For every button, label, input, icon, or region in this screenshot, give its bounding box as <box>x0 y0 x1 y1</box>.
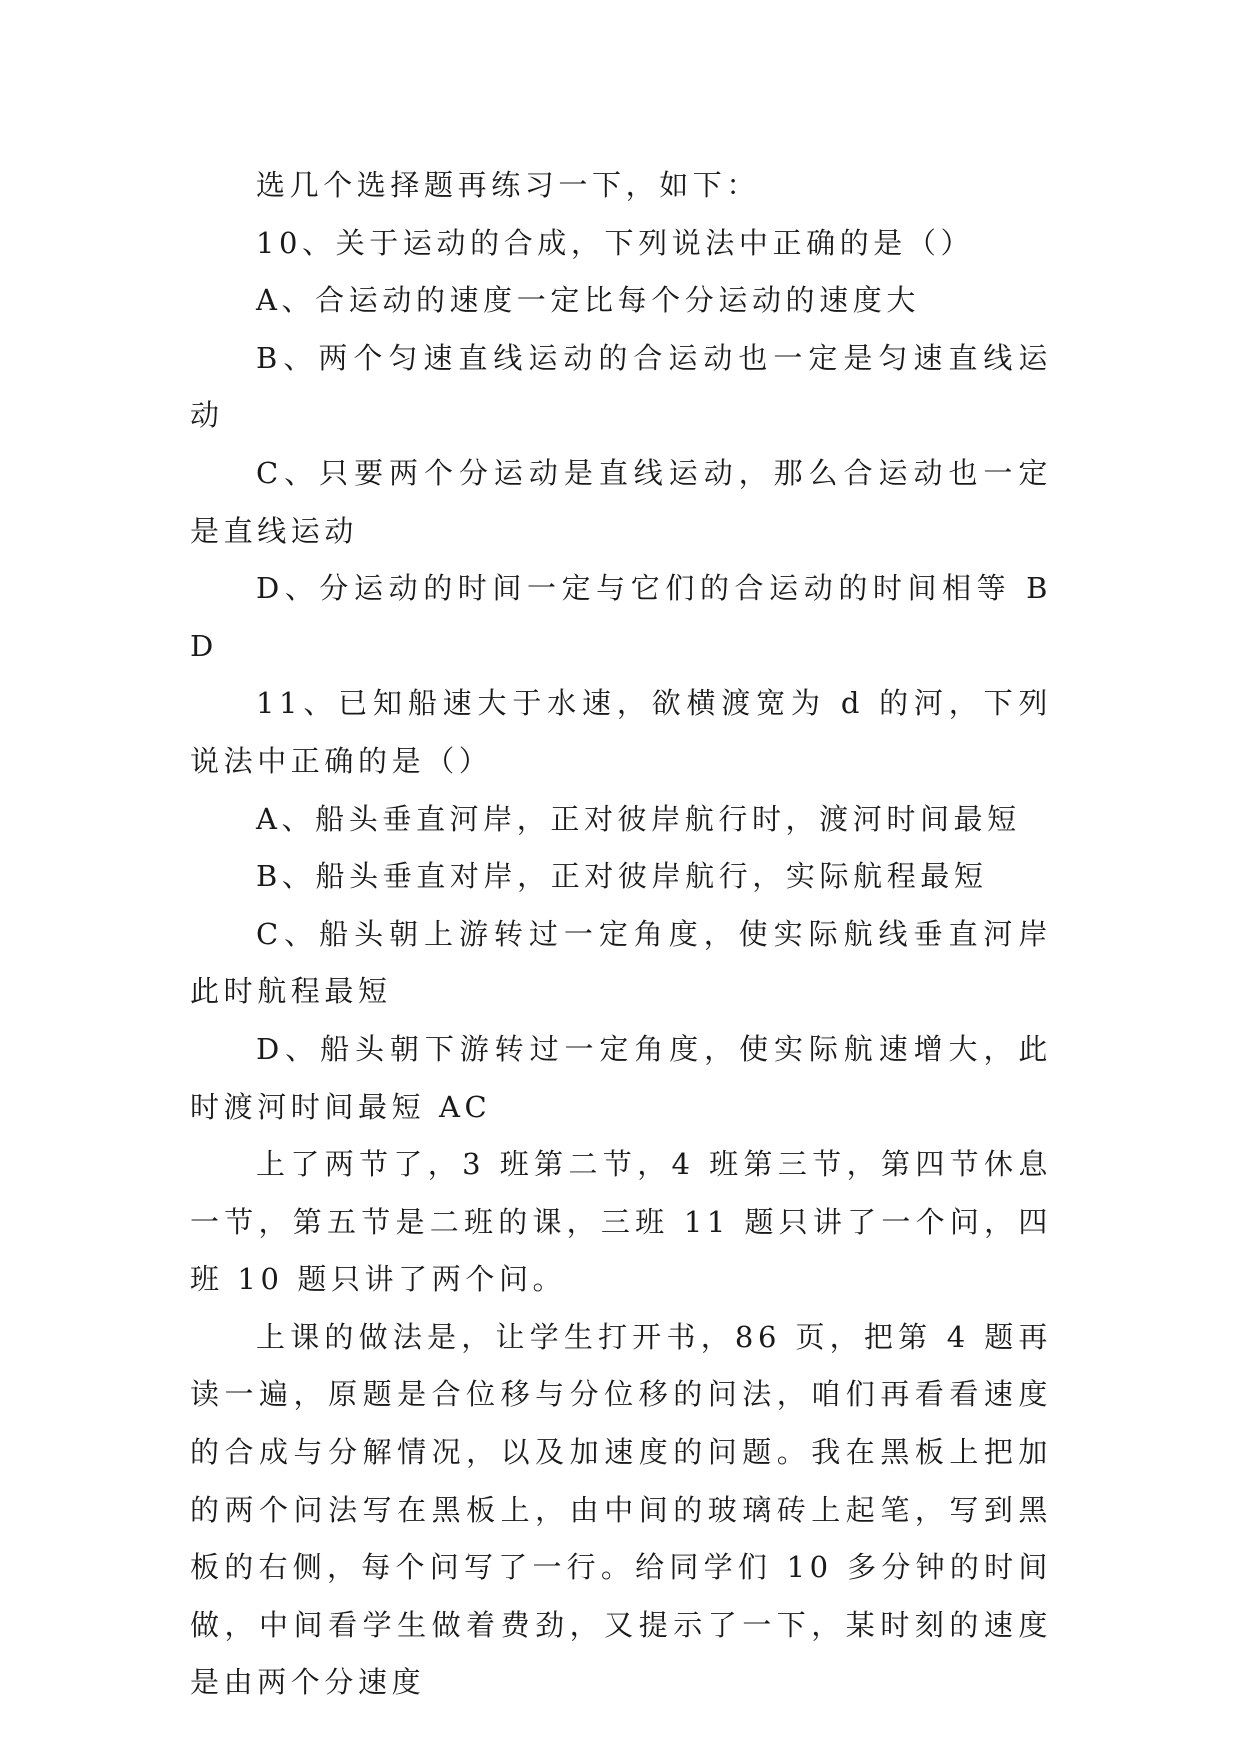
question-10-option-b: B、两个匀速直线运动的合运动也一定是匀速直线运动 <box>190 340 1052 433</box>
document-body <box>190 157 1052 1712</box>
question-11-option-c: C、船头朝上游转过一定角度，使实际航线垂直河岸此时航程最短 <box>190 916 1052 1009</box>
question-10: 10、关于运动的合成，下列说法中正确的是（） <box>256 225 975 260</box>
question-11: 11、已知船速大于水速，欲横渡宽为 d 的河，下列说法中正确的是（） <box>190 686 1052 778</box>
question-10-option-c: C、只要两个分运动是直线运动，那么合运动也一定是直线运动 <box>190 455 1052 548</box>
question-10-option-a: A、合运动的速度一定比每个分运动的速度大 <box>256 283 920 318</box>
paragraph-intro: 选几个选择题再练习一下，如下： <box>256 168 761 202</box>
question-11-option-b: B、船头垂直对岸，正对彼岸航行，实际航程最短 <box>256 859 988 894</box>
paragraph-lesson-method: 上课的做法是，让学生打开书，86 页，把第 4 题再读一遍，原题是合位移与分位移的问法，咱们再看看速度的合成与分解情况，以及加速度的问题。我在黑板上把加的两个问法写在黑板上，由中间的玻璃砖上起笔，写到黑板的右侧，每个问写了一行。给同学们 10 多分钟的时间做，中间看学生做着费劲，又提示了一下，某时刻的速度是由两个分速度 <box>190 1319 1052 1700</box>
question-11-option-d: D、船头朝下游转过一定角度，使实际航速增大，此时渡河时间最短 AC <box>190 1031 1052 1124</box>
question-11-option-a: A、船头垂直河岸，正对彼岸航行时，渡河时间最短 <box>256 801 1021 836</box>
question-10-option-d: D、分运动的时间一定与它们的合运动的时间相等 BD <box>190 571 1052 663</box>
paragraph-class-schedule: 上了两节了，3 班第二节，4 班第三节，第四节休息一节，第五节是二班的课，三班 11 题只讲了一个问，四班 10 题只讲了两个问。 <box>190 1147 1052 1297</box>
